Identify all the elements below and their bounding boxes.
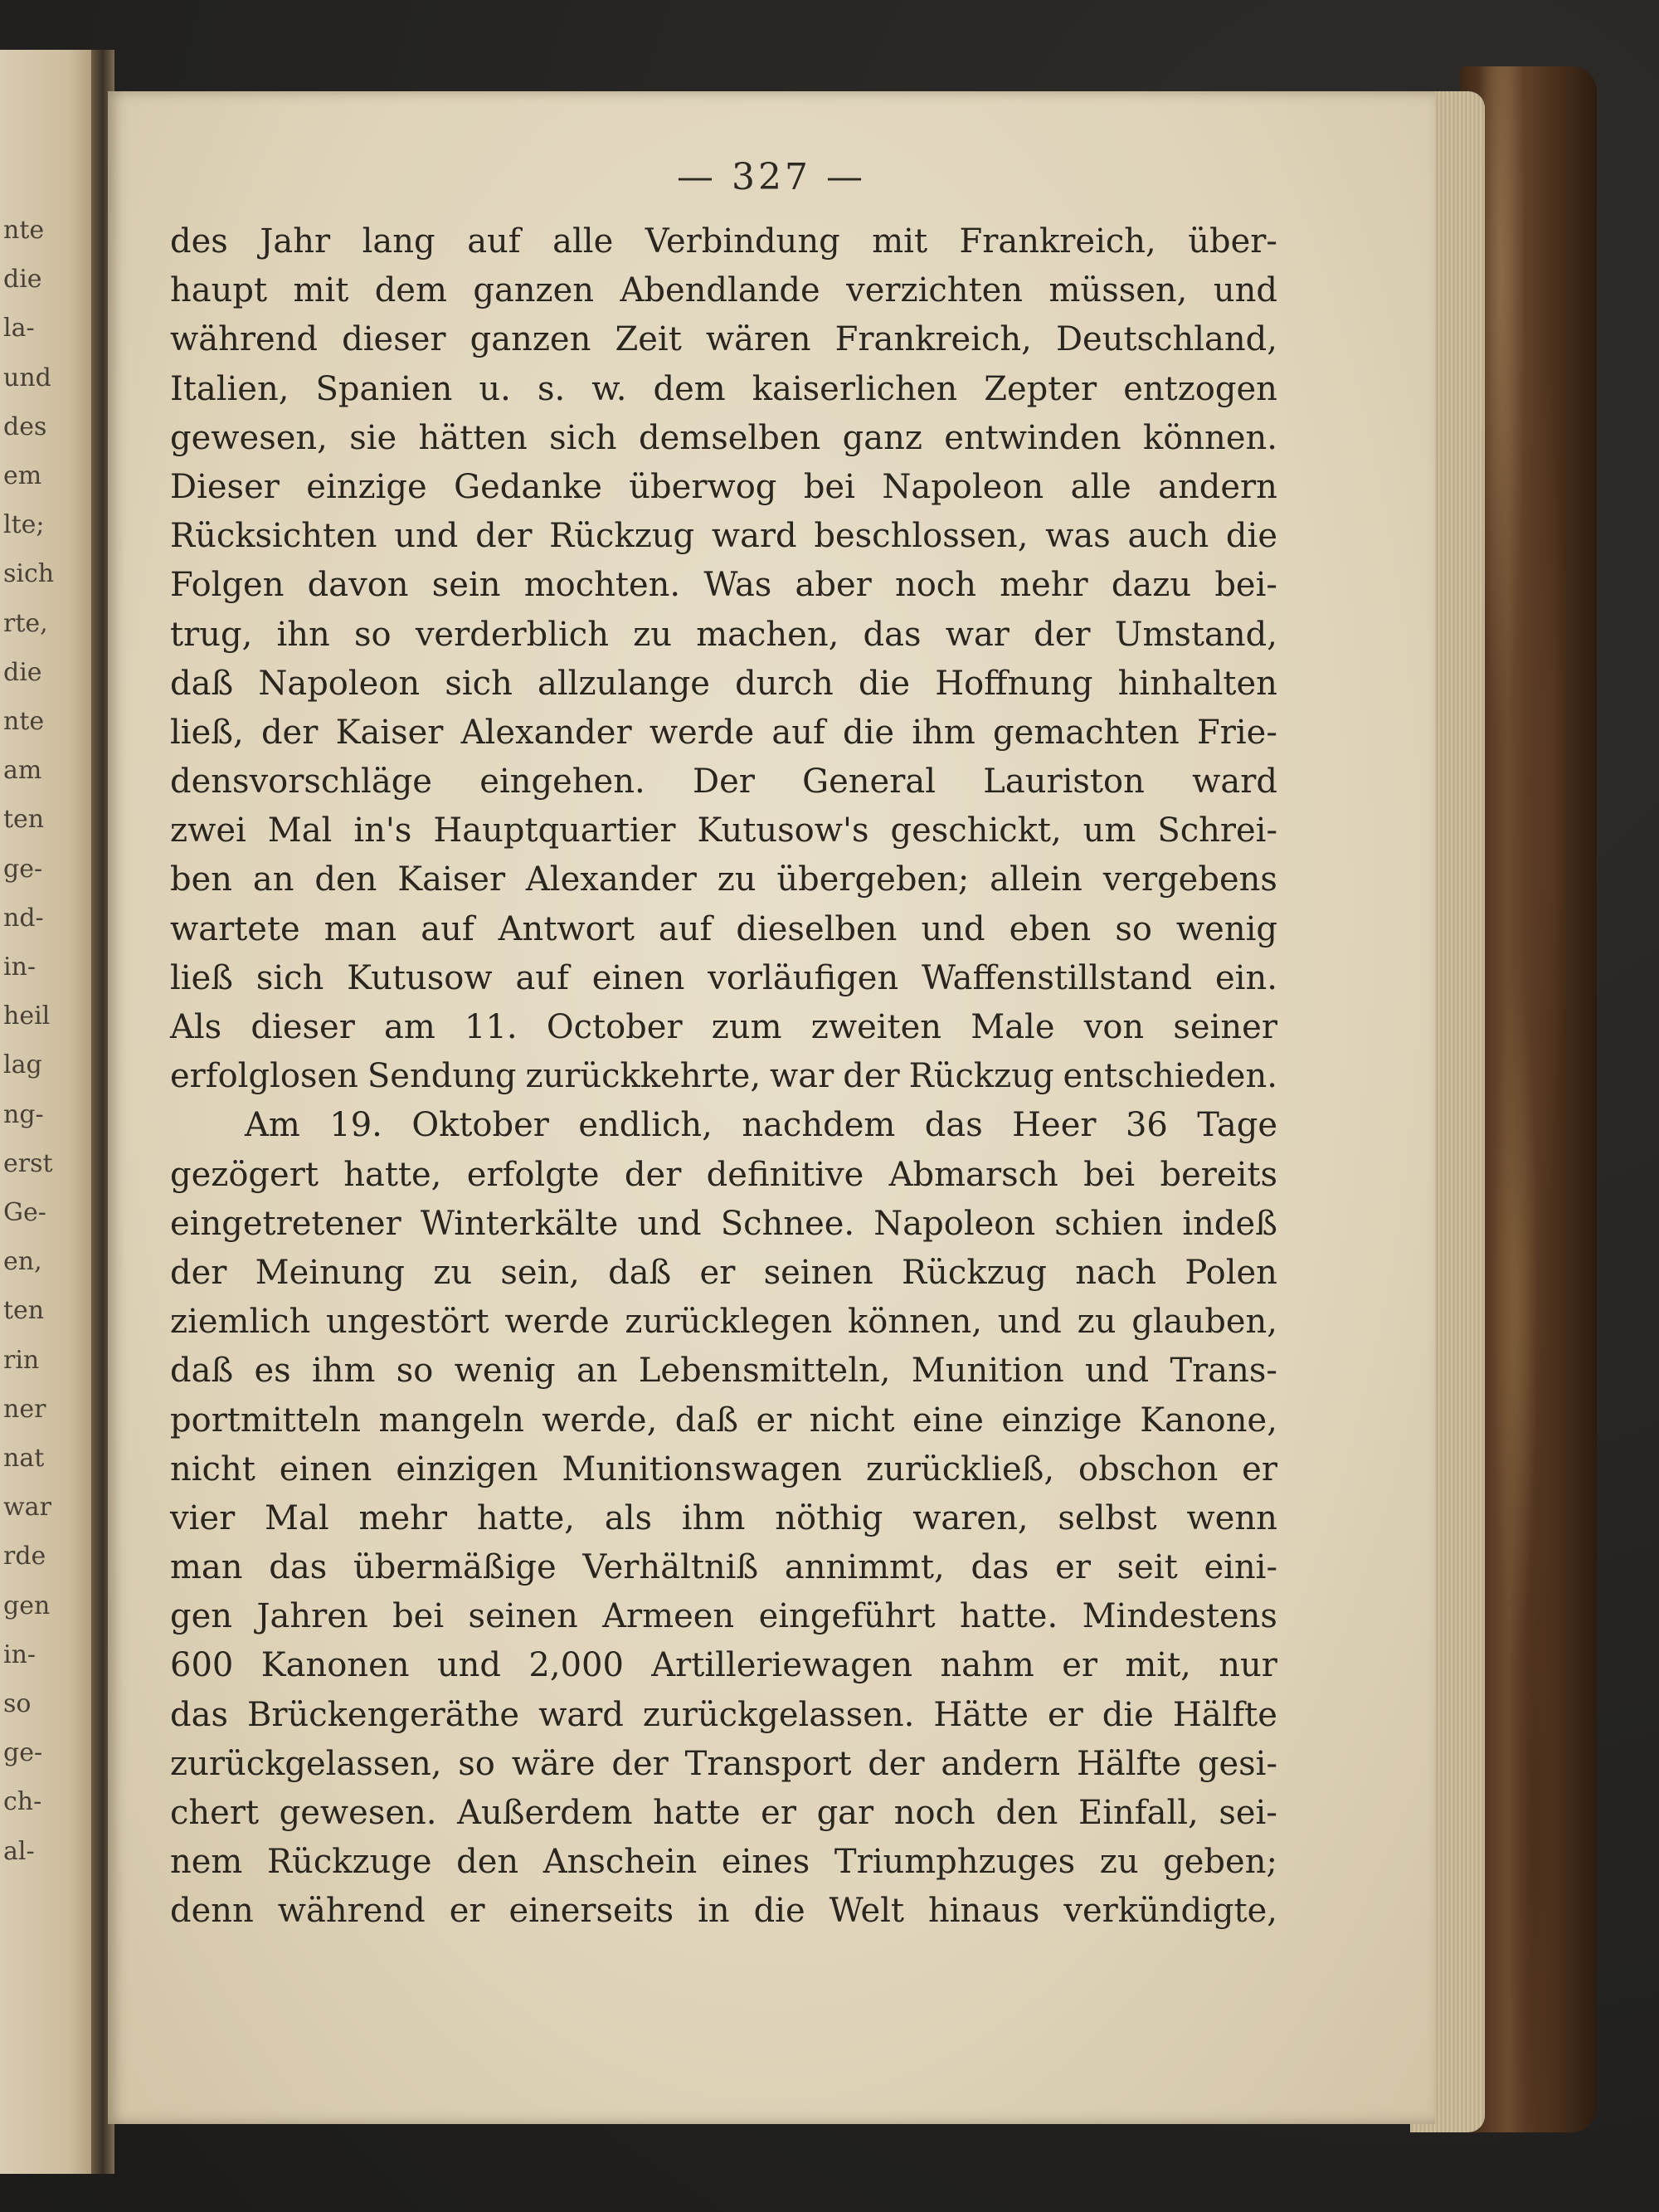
facing-left-page	[0, 50, 100, 2174]
left-page-fragment: war	[3, 1493, 51, 1523]
text-line: das Brückengeräthe ward zurückgelassen. Hätte er die Hälfte	[170, 1695, 1277, 1734]
left-page-fragment: em	[3, 461, 42, 490]
page-number-header: — 327 —	[677, 156, 866, 198]
text-line: erfolglosen Sendung zurückkehrte, war der Rückzug entschieden.	[170, 1057, 1277, 1096]
left-page-fragment: ge-	[3, 1738, 43, 1768]
text-line: während dieser ganzen Zeit wären Frankreich, Deutschland,	[170, 320, 1277, 359]
text-line: ziemlich ungestört werde zurücklegen können, und zu glauben,	[170, 1303, 1277, 1342]
left-page-fragment: und	[3, 363, 51, 392]
left-page-fragment: nat	[3, 1444, 45, 1473]
left-page-fragment: rin	[3, 1345, 40, 1375]
left-page-fragment: so	[3, 1689, 32, 1718]
left-page-fragment: ten	[3, 1296, 45, 1326]
left-page-fragment: lte;	[3, 510, 45, 540]
left-page-fragment: nd-	[3, 903, 44, 933]
text-line: man das übermäßige Verhältniß annimmt, das er seit eini-	[170, 1548, 1277, 1587]
left-page-fragment: nte	[3, 216, 45, 245]
left-page-fragment: ge-	[3, 854, 43, 884]
text-line: des Jahr lang auf alle Verbindung mit Frankreich, über-	[170, 222, 1277, 261]
text-line: Rücksichten und der Rückzug ward beschlossen, was auch die	[170, 517, 1277, 556]
text-line: portmitteln mangeln werde, daß er nicht eine einzige Kanone,	[170, 1401, 1277, 1440]
left-page-fragment: Ge-	[3, 1198, 46, 1227]
left-page-fragment: al-	[3, 1836, 35, 1866]
text-line: zurückgelassen, so wäre der Transport der andern Hälfte gesi-	[170, 1744, 1277, 1783]
text-line: gezögert hatte, erfolgte der definitive Abmarsch bei bereits	[170, 1155, 1277, 1194]
left-page-fragment: ng-	[3, 1099, 44, 1129]
text-line: gewesen, sie hätten sich demselben ganz entwinden können.	[170, 418, 1277, 457]
left-page-fragment: lag	[3, 1050, 42, 1080]
left-page-fragment: in-	[3, 1640, 36, 1669]
left-page-fragment: sich	[3, 559, 55, 589]
text-line: gen Jahren bei seinen Armeen eingeführt hatte. Mindestens	[170, 1597, 1277, 1636]
text-line: haupt mit dem ganzen Abendlande verzichten müssen, und	[170, 271, 1277, 310]
text-line: nem Rückzuge den Anschein eines Triumphzuges zu geben;	[170, 1843, 1277, 1882]
left-page-fragment: am	[3, 756, 42, 786]
left-page-fragment: ner	[3, 1394, 46, 1424]
text-line: Am 19. Oktober endlich, nachdem das Heer 36 Tage	[245, 1106, 1277, 1145]
text-line: ließ, der Kaiser Alexander werde auf die ihm gemachten Frie-	[170, 713, 1277, 752]
left-page-fragment: en,	[3, 1247, 42, 1277]
text-line: zwei Mal in's Hauptquartier Kutusow's geschickt, um Schrei-	[170, 811, 1277, 850]
left-page-fragment: heil	[3, 1001, 51, 1031]
text-line: ließ sich Kutusow auf einen vorläufigen Waffenstillstand ein.	[170, 958, 1277, 997]
left-page-fragment: nte	[3, 707, 45, 736]
left-page-fragment: die	[3, 265, 42, 295]
left-page-fragment: in-	[3, 953, 36, 982]
left-page-fragment: erst	[3, 1148, 53, 1178]
left-page-fragment: ten	[3, 805, 45, 835]
left-page-fragment: rte,	[3, 608, 48, 638]
text-line: wartete man auf Antwort auf dieselben und eben so wenig	[170, 909, 1277, 948]
left-page-fragment: gen	[3, 1591, 51, 1620]
left-page-fragment: des	[3, 412, 47, 441]
text-line: 600 Kanonen und 2,000 Artilleriewagen nahm er mit, nur	[170, 1646, 1277, 1685]
left-page-fragment: die	[3, 657, 42, 687]
text-line: eingetretener Winterkälte und Schnee. Napoleon schien indeß	[170, 1204, 1277, 1243]
text-line: trug, ihn so verderblich zu machen, das war der Umstand,	[170, 615, 1277, 654]
left-page-fragment: ch-	[3, 1787, 42, 1817]
text-line: daß Napoleon sich allzulange durch die Hoffnung hinhalten	[170, 664, 1277, 703]
text-line: denn während er einerseits in die Welt hinaus verkündigte,	[170, 1892, 1277, 1931]
text-line: vier Mal mehr hatte, als ihm nöthig waren, selbst wenn	[170, 1498, 1277, 1537]
text-line: Als dieser am 11. October zum zweiten Male von seiner	[170, 1008, 1277, 1046]
left-page-fragment: la-	[3, 314, 35, 343]
text-line: nicht einen einzigen Munitionswagen zurückließ, obschon er	[170, 1449, 1277, 1488]
text-line: Folgen davon sein mochten. Was aber noch mehr dazu bei-	[170, 566, 1277, 605]
text-line: ben an den Kaiser Alexander zu übergeben; allein vergebens	[170, 860, 1277, 899]
text-line: densvorschläge eingehen. Der General Lauriston ward	[170, 763, 1277, 801]
text-line: Dieser einzige Gedanke überwog bei Napoleon alle andern	[170, 467, 1277, 506]
text-line: Italien, Spanien u. s. w. dem kaiserlichen Zepter entzogen	[170, 369, 1277, 408]
text-line: daß es ihm so wenig an Lebensmitteln, Munition und Trans-	[170, 1352, 1277, 1391]
text-line: chert gewesen. Außerdem hatte er gar noch den Einfall, sei-	[170, 1794, 1277, 1832]
left-page-fragment: rde	[3, 1542, 46, 1571]
page-body-text	[170, 217, 1277, 1937]
text-line: der Meinung zu sein, daß er seinen Rückzug nach Polen	[170, 1253, 1277, 1292]
